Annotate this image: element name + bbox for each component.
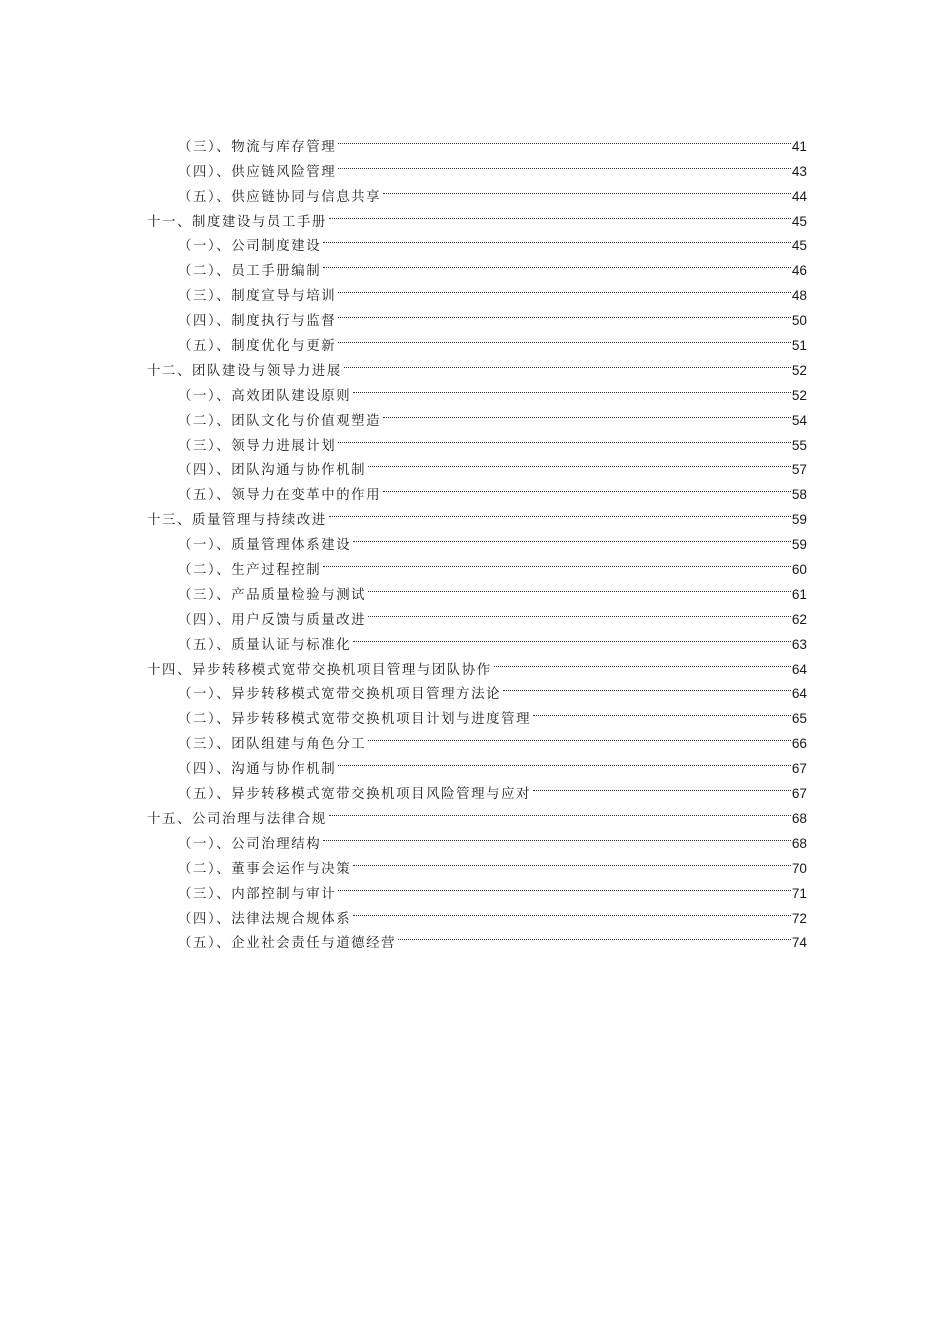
toc-page-number: 41: [791, 138, 807, 154]
toc-page-number: 67: [791, 761, 807, 777]
toc-entry-title: （三）、团队组建与角色分工: [178, 737, 367, 753]
toc-dot-leader: [353, 624, 791, 649]
toc-page-number: 64: [791, 661, 807, 677]
toc-entry-title: 十五、公司治理与法律合规: [147, 811, 327, 827]
toc-entry-title: （三）、领导力进展计划: [178, 438, 337, 454]
toc-page-number: 62: [791, 611, 807, 627]
toc-page-number: 59: [791, 537, 807, 553]
toc-dot-leader: [338, 325, 791, 350]
toc-entry-title: （五）、质量认证与标准化: [178, 637, 352, 653]
toc-entry-title: （五）、企业社会责任与道德经营: [178, 936, 397, 952]
toc-entry-title: （一）、异步转移模式宽带交换机项目管理方法论: [178, 687, 502, 703]
toc-entry-title: （四）、供应链风险管理: [178, 164, 337, 180]
toc-entry-title: （四）、用户反馈与质量改进: [178, 612, 367, 628]
toc-page-number: 52: [791, 387, 807, 403]
toc-dot-leader: [494, 649, 791, 674]
toc-page-number: 45: [791, 238, 807, 254]
toc-page-number: 61: [791, 586, 807, 602]
toc-dot-leader: [353, 898, 791, 923]
toc-page-number: 58: [791, 487, 807, 503]
toc-dot-leader: [329, 499, 791, 524]
toc-dot-leader: [323, 549, 791, 574]
toc-entry-title: 十四、异步转移模式宽带交换机项目管理与团队协作: [147, 662, 492, 678]
toc-entry-title: （三）、物流与库存管理: [178, 139, 337, 155]
toc-page-number: 71: [791, 885, 807, 901]
toc-entry-title: （二）、员工手册编制: [178, 264, 322, 280]
toc-dot-leader: [353, 375, 791, 400]
toc-page-number: 44: [791, 188, 807, 204]
toc-dot-leader: [329, 798, 791, 823]
toc-page-number: 57: [791, 462, 807, 478]
toc-entry-title: （三）、产品质量检验与测试: [178, 587, 367, 603]
toc-entry-title: （四）、制度执行与监督: [178, 314, 337, 330]
toc-dot-leader: [329, 201, 791, 226]
toc-dot-leader: [533, 698, 791, 723]
toc-dot-leader: [344, 350, 791, 375]
toc-entry-title: （二）、董事会运作与决策: [178, 861, 352, 877]
toc-entry-title: （二）、团队文化与价值观塑造: [178, 413, 382, 429]
toc-entry-title: 十一、制度建设与员工手册: [147, 214, 327, 230]
toc-dot-leader: [353, 524, 791, 549]
toc-entry-title: （三）、制度宣导与培训: [178, 289, 337, 305]
toc-entry-title: （一）、公司治理结构: [178, 836, 322, 852]
toc-dot-leader: [338, 873, 791, 898]
toc-page-number: 68: [791, 810, 807, 826]
toc-entry-title: （五）、异步转移模式宽带交换机项目风险管理与应对: [178, 787, 532, 803]
toc-page-number: 52: [791, 362, 807, 378]
toc-dot-leader: [368, 450, 791, 475]
toc-entry-title: （一）、高效团队建设原则: [178, 388, 352, 404]
table-of-contents: [147, 126, 807, 952]
toc-dot-leader: [533, 773, 791, 798]
toc-dot-leader: [398, 923, 791, 948]
toc-dot-leader: [503, 674, 791, 699]
toc-page-number: 43: [791, 163, 807, 179]
toc-entry-title: （五）、供应链协同与信息共享: [178, 189, 382, 205]
toc-entry-title: （三）、内部控制与审计: [178, 886, 337, 902]
toc-dot-leader: [323, 226, 791, 251]
toc-page-number: 74: [791, 935, 807, 951]
toc-dot-leader: [353, 848, 791, 873]
toc-dot-leader: [383, 474, 791, 499]
toc-page-number: 65: [791, 711, 807, 727]
toc-dot-leader: [338, 425, 791, 450]
toc-dot-leader: [383, 176, 791, 201]
toc-dot-leader: [338, 275, 791, 300]
toc-page-number: 72: [791, 910, 807, 926]
toc-page-number: 55: [791, 437, 807, 453]
toc-page-number: 60: [791, 562, 807, 578]
toc-entry-title: （五）、领导力在变革中的作用: [178, 488, 382, 504]
toc-page-number: 59: [791, 512, 807, 528]
toc-page-number: 64: [791, 686, 807, 702]
toc-section-entry[interactable]: [147, 126, 807, 155]
toc-dot-leader: [368, 599, 791, 624]
toc-dot-leader: [368, 723, 791, 748]
toc-entry-title: （一）、质量管理体系建设: [178, 538, 352, 554]
toc-entry-title: （一）、公司制度建设: [178, 239, 322, 255]
toc-entry-title: 十二、团队建设与领导力进展: [147, 363, 342, 379]
toc-dot-leader: [338, 151, 791, 176]
toc-page-number: 45: [791, 213, 807, 229]
toc-entry-title: （二）、生产过程控制: [178, 563, 322, 579]
toc-dot-leader: [383, 400, 791, 425]
toc-dot-leader: [368, 574, 791, 599]
toc-dot-leader: [338, 300, 791, 325]
toc-dot-leader: [323, 250, 791, 275]
toc-page-number: 46: [791, 263, 807, 279]
toc-dot-leader: [323, 823, 791, 848]
toc-page-number: 67: [791, 786, 807, 802]
toc-page-number: 63: [791, 636, 807, 652]
toc-page-number: 48: [791, 288, 807, 304]
toc-entry-title: （四）、团队沟通与协作机制: [178, 463, 367, 479]
toc-dot-leader: [338, 126, 791, 151]
toc-page-number: 68: [791, 835, 807, 851]
toc-entry-title: （四）、沟通与协作机制: [178, 762, 337, 778]
toc-dot-leader: [338, 748, 791, 773]
toc-entry-title: （二）、异步转移模式宽带交换机项目计划与进度管理: [178, 712, 532, 728]
toc-entry-title: 十三、质量管理与持续改进: [147, 513, 327, 529]
toc-page-number: 70: [791, 860, 807, 876]
toc-page-number: 66: [791, 736, 807, 752]
toc-page-number: 54: [791, 412, 807, 428]
toc-entry-title: （四）、法律法规合规体系: [178, 911, 352, 927]
toc-entry-title: （五）、制度优化与更新: [178, 339, 337, 355]
toc-page-number: 50: [791, 313, 807, 329]
toc-page-number: 51: [791, 338, 807, 354]
